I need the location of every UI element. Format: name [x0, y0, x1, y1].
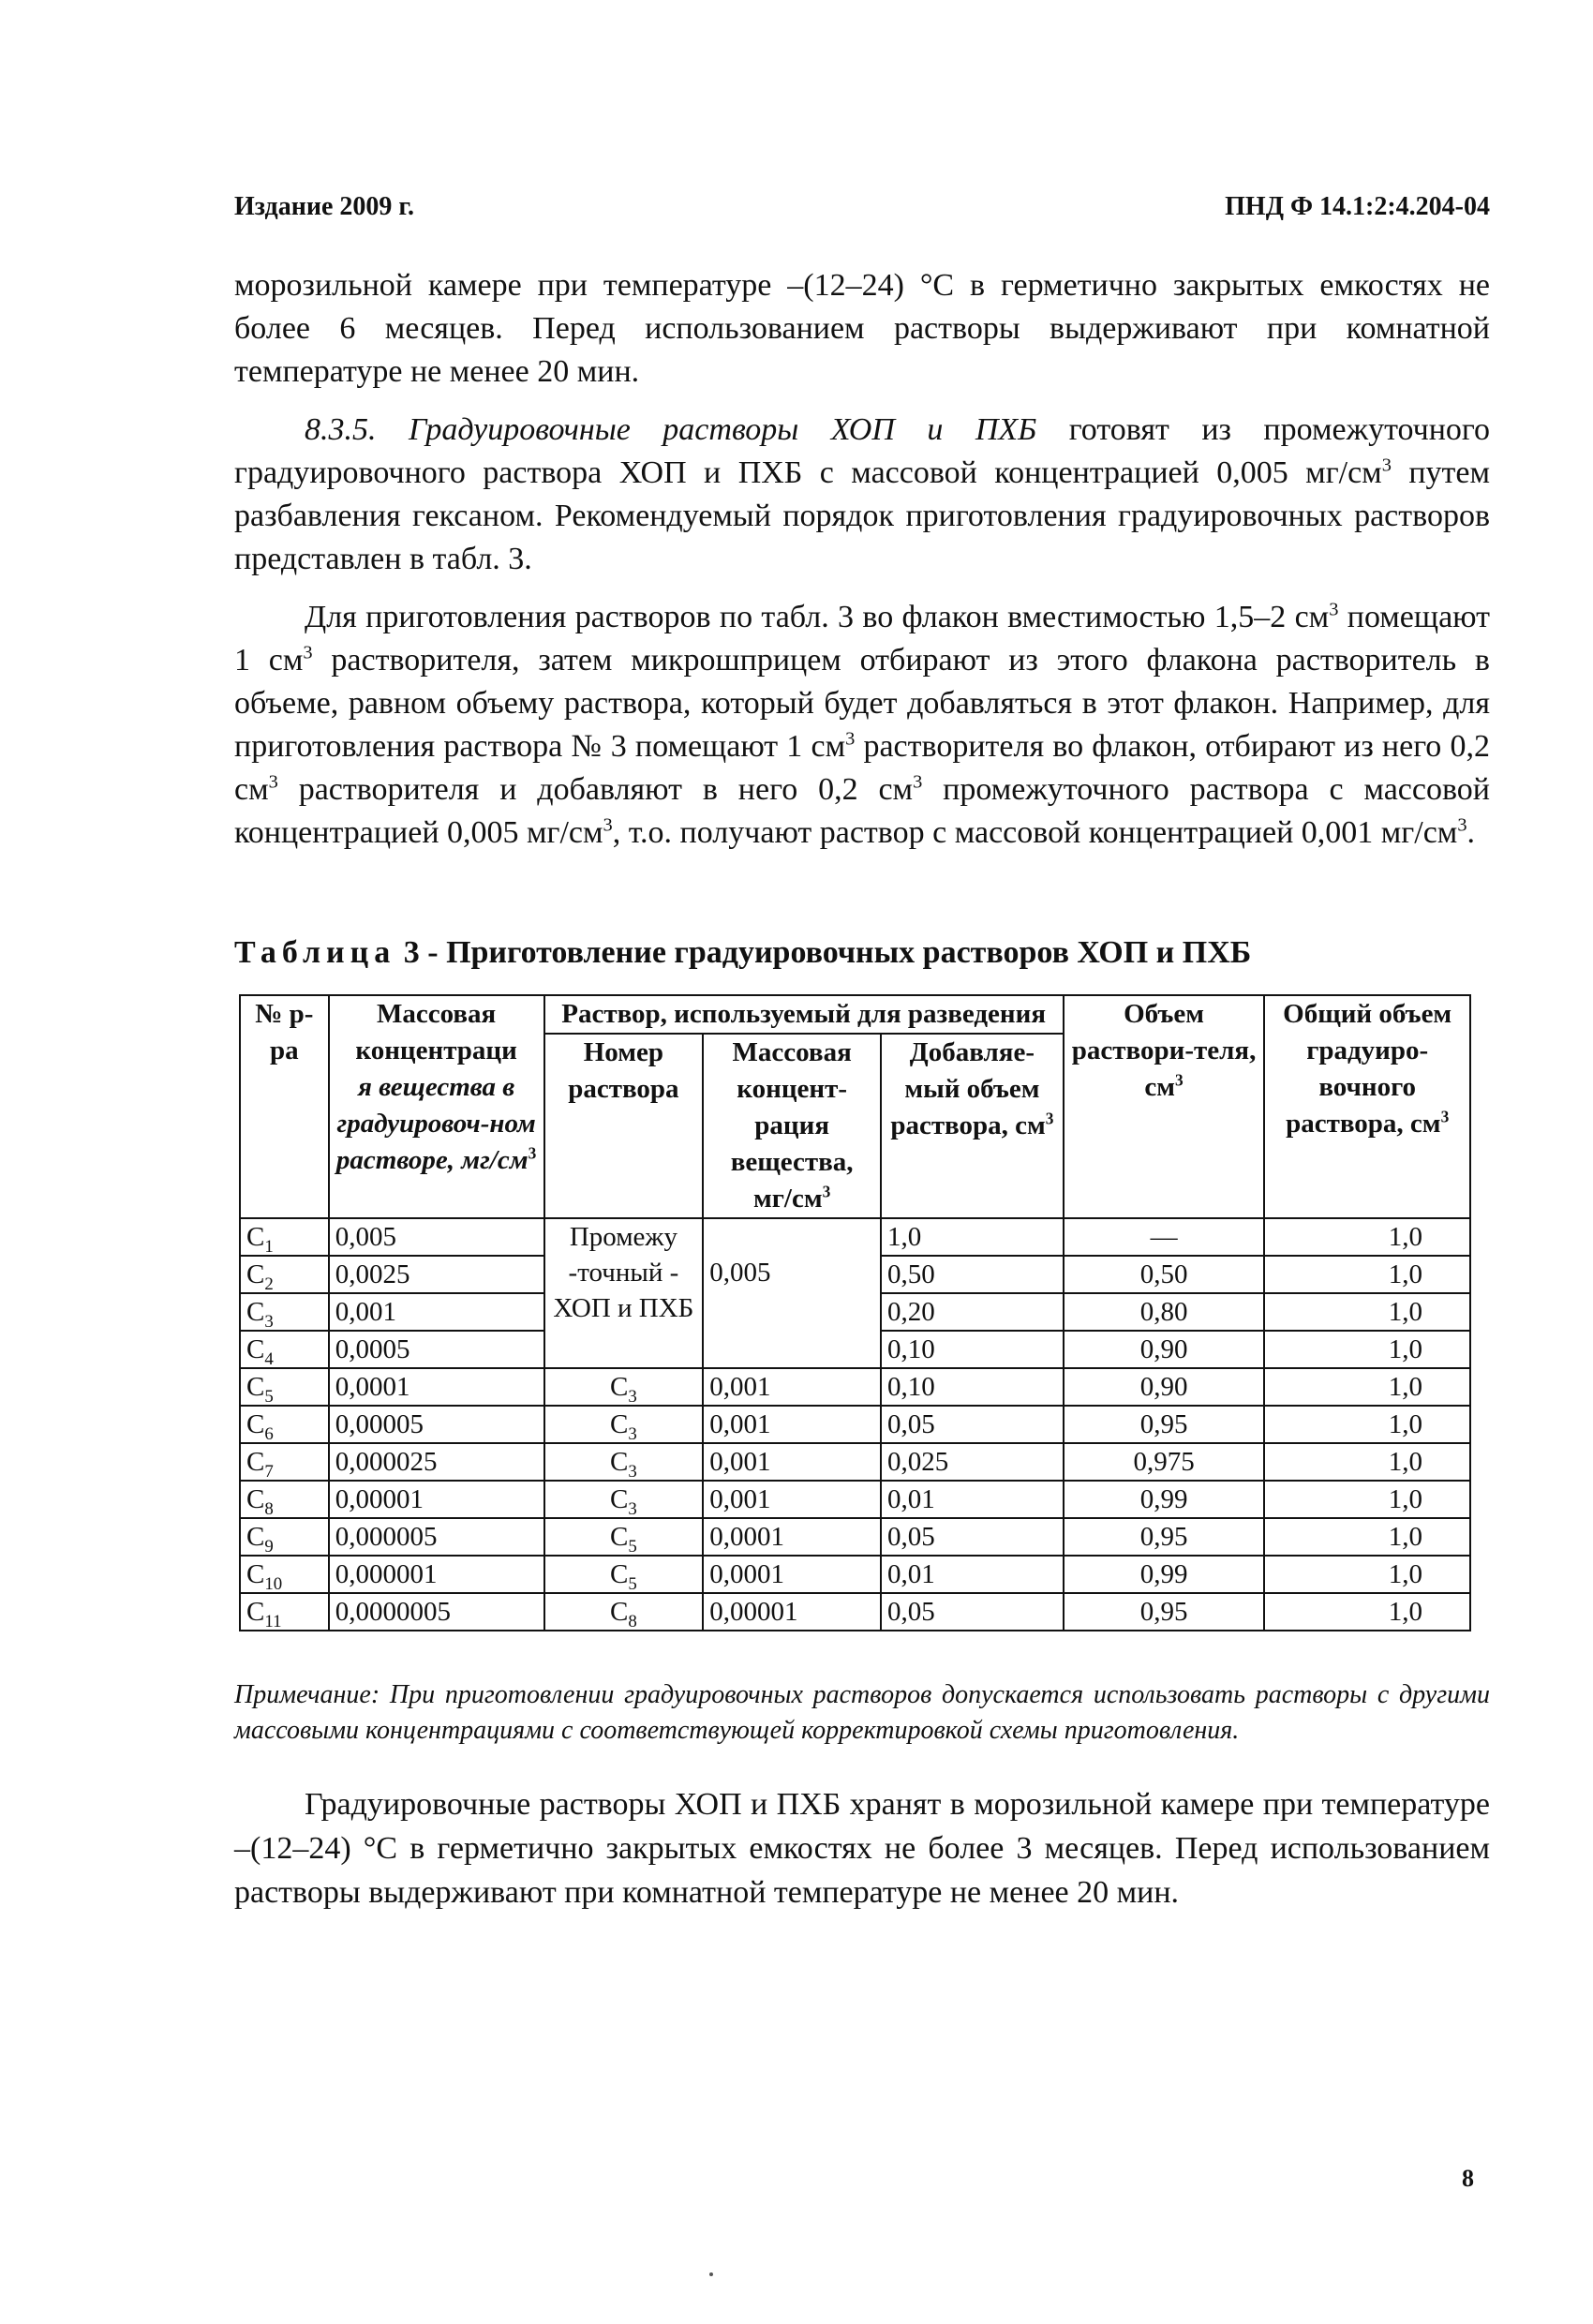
row-solution-sub: 3	[628, 1386, 637, 1407]
row-solution-letter: C	[610, 1559, 629, 1589]
row-added-volume: 0,025	[881, 1443, 1064, 1481]
storage-paragraph: Градуировочные растворы ХОП и ПХБ хранят в морозильной камере при температуре –(12–24) °С в герметично закрытых емкостях не более 3 месяцев. Перед использованием растворы выдерживают при комнатной температуре не менее 20 мин.	[234, 1787, 1490, 1910]
header-mass-concentration-b: я вещества в градуировоч-ном растворе, мг/см	[335, 1072, 536, 1175]
row-id	[240, 1443, 329, 1481]
row-added-volume: 0,05	[881, 1593, 1064, 1631]
row-solvent-volume: 0,90	[1064, 1331, 1265, 1368]
row-id-letter: C	[246, 1297, 265, 1327]
row-concentration: 0,0001	[329, 1368, 544, 1406]
row-total-volume: 1,0	[1264, 1256, 1470, 1293]
header-solvent-volume-text: Объем раствори-теля, см	[1071, 999, 1257, 1102]
row-id-letter: C	[246, 1597, 265, 1627]
intermediate-solution-cell: Промежу -точный - ХОП и ПХБ	[544, 1218, 704, 1368]
row-id-letter: C	[246, 1484, 265, 1514]
row-solution-letter: C	[610, 1522, 629, 1552]
superscript: 3	[268, 771, 278, 793]
superscript: 3	[1329, 599, 1339, 620]
paragraph-3	[234, 596, 1490, 855]
paragraph-3-text-g: , т.о. получают раствор с массовой концентрацией 0,001 мг/см	[612, 815, 1458, 850]
row-added-volume: 0,05	[881, 1406, 1064, 1443]
row-solution-number	[544, 1481, 704, 1518]
document-code: ПНД Ф 14.1:2:4.204-04	[1225, 192, 1490, 221]
row-id-sub: 5	[264, 1386, 274, 1407]
row-id-letter: C	[246, 1522, 265, 1552]
row-solution-concentration: 0,001	[703, 1406, 881, 1443]
paragraph-2-text-a: готовят из промежуточного градуировочного раствора ХОП и ПХБ с массовой концентрацией 0,005 мг/см	[234, 412, 1490, 490]
superscript: 3	[822, 1182, 831, 1201]
superscript: 3	[528, 1143, 537, 1163]
row-solution-letter: C	[610, 1372, 629, 1402]
row-id-sub: 1	[264, 1236, 274, 1257]
header-total-volume	[1264, 995, 1470, 1218]
row-solution-number	[544, 1443, 704, 1481]
row-concentration: 0,0005	[329, 1331, 544, 1368]
row-id	[240, 1331, 329, 1368]
table-caption-title: 3 - Приготовление градуировочных растворов ХОП и ПХБ	[395, 935, 1252, 970]
row-solution-number	[544, 1406, 704, 1443]
paragraph-2-text-b: путем разбавления гексаном. Рекомендуемый порядок приготовления градуировочных растворов представлен в табл. 3.	[234, 455, 1491, 576]
row-id-letter: C	[246, 1372, 265, 1402]
table-row	[240, 1556, 1470, 1593]
row-total-volume: 1,0	[1264, 1218, 1470, 1256]
final-paragraph	[234, 1782, 1490, 1914]
row-id-letter: C	[246, 1222, 265, 1252]
row-solution-concentration: 0,00001	[703, 1593, 881, 1631]
row-solvent-volume: 0,90	[1064, 1368, 1265, 1406]
header-solvent-volume	[1064, 995, 1265, 1218]
row-concentration: 0,000001	[329, 1556, 544, 1593]
row-id-letter: C	[246, 1259, 265, 1289]
row-solution-letter: C	[610, 1597, 629, 1627]
page-number: 8	[1462, 2165, 1474, 2192]
row-solution-sub: 5	[628, 1573, 637, 1594]
row-added-volume: 0,50	[881, 1256, 1064, 1293]
edition-label: Издание 2009 г.	[234, 192, 414, 221]
row-id	[240, 1256, 329, 1293]
row-id-letter: C	[246, 1559, 265, 1589]
superscript: 3	[303, 642, 313, 663]
calibration-table	[239, 994, 1471, 1631]
row-id-sub: 4	[264, 1348, 274, 1369]
table-row	[240, 1481, 1470, 1518]
row-total-volume: 1,0	[1264, 1443, 1470, 1481]
row-id	[240, 1293, 329, 1331]
superscript: 3	[1045, 1109, 1054, 1128]
header-mass-concentration	[329, 995, 544, 1218]
paragraph-3-text-h: .	[1466, 815, 1476, 850]
header-solution-number: Номер раствора	[544, 1034, 704, 1218]
row-concentration: 0,001	[329, 1293, 544, 1331]
row-id	[240, 1593, 329, 1631]
row-total-volume: 1,0	[1264, 1481, 1470, 1518]
page-header	[234, 192, 1490, 230]
row-solvent-volume: 0,99	[1064, 1481, 1265, 1518]
row-solution-number	[544, 1556, 704, 1593]
row-solvent-volume: 0,975	[1064, 1443, 1265, 1481]
table-note: Примечание: При приготовлении градуировочных растворов допускается использовать растворы с другими массовыми концентрациями с соответствующей корректировкой схемы приготовления.	[234, 1680, 1490, 1745]
row-id	[240, 1368, 329, 1406]
row-id	[240, 1481, 329, 1518]
row-id-sub: 9	[264, 1536, 274, 1557]
row-id-sub: 11	[264, 1611, 282, 1631]
row-total-volume: 1,0	[1264, 1406, 1470, 1443]
paragraph-3-text-f: промежуточного раствора с массовой концентрацией 0,005 мг/см	[234, 772, 1491, 850]
row-solvent-volume: 0,95	[1064, 1406, 1265, 1443]
row-total-volume: 1,0	[1264, 1368, 1470, 1406]
table-row	[240, 1218, 1470, 1256]
paragraph-3-text-a: Для приготовления растворов по табл. 3 во флакон вместимостью 1,5–2 см	[305, 600, 1330, 634]
row-solution-concentration: 0,001	[703, 1368, 881, 1406]
scan-speck	[709, 2272, 713, 2276]
row-solvent-volume: 0,50	[1064, 1256, 1265, 1293]
row-concentration: 0,005	[329, 1218, 544, 1256]
row-added-volume: 0,20	[881, 1293, 1064, 1331]
header-added-volume	[881, 1034, 1064, 1218]
row-id	[240, 1218, 329, 1256]
row-id	[240, 1556, 329, 1593]
header-solution-used: Раствор, используемый для разведения	[544, 995, 1064, 1034]
superscript: 3	[913, 771, 923, 793]
table-row	[240, 1368, 1470, 1406]
row-id	[240, 1406, 329, 1443]
row-id-letter: C	[246, 1409, 265, 1439]
row-id-sub: 7	[264, 1461, 274, 1482]
row-solution-number	[544, 1518, 704, 1556]
superscript: 3	[1440, 1107, 1450, 1126]
row-solvent-volume: —	[1064, 1218, 1265, 1256]
row-total-volume: 1,0	[1264, 1518, 1470, 1556]
row-id-sub: 3	[264, 1311, 274, 1332]
row-solution-number	[544, 1593, 704, 1631]
row-solution-number	[544, 1368, 704, 1406]
row-total-volume: 1,0	[1264, 1593, 1470, 1631]
row-id	[240, 1518, 329, 1556]
row-solvent-volume: 0,99	[1064, 1556, 1265, 1593]
paragraph-1: морозильной камере при температуре –(12–24) °С в герметично закрытых емкостях не более 6 месяцев. Перед использованием растворы выдерживают при комнатной температуре не менее 20 мин.	[234, 268, 1490, 389]
row-solution-sub: 3	[628, 1461, 637, 1482]
table-row	[240, 1443, 1470, 1481]
row-solution-concentration: 0,0001	[703, 1518, 881, 1556]
superscript: 3	[1457, 814, 1467, 836]
table-row	[240, 1406, 1470, 1443]
row-solution-sub: 3	[628, 1423, 637, 1444]
row-concentration: 0,00001	[329, 1481, 544, 1518]
paragraph-3-text-e: растворителя и добавляют в него 0,2 см	[277, 772, 914, 807]
header-solution-concentration	[703, 1034, 881, 1218]
row-total-volume: 1,0	[1264, 1293, 1470, 1331]
row-id-sub: 10	[264, 1573, 283, 1594]
header-number: № р-ра	[240, 995, 329, 1218]
superscript: 3	[845, 728, 856, 750]
table-row	[240, 1593, 1470, 1631]
row-total-volume: 1,0	[1264, 1331, 1470, 1368]
row-solution-letter: C	[610, 1484, 629, 1514]
header-mass-concentration-a: Массовая концентраци	[355, 999, 517, 1065]
row-concentration: 0,000005	[329, 1518, 544, 1556]
row-added-volume: 0,01	[881, 1481, 1064, 1518]
row-concentration: 0,000025	[329, 1443, 544, 1481]
row-solution-sub: 3	[628, 1498, 637, 1519]
intermediate-concentration-cell: 0,005	[703, 1218, 881, 1368]
section-heading: 8.3.5. Градуировочные растворы ХОП и ПХБ	[305, 412, 1037, 447]
body-text	[234, 264, 1490, 855]
row-concentration: 0,0000005	[329, 1593, 544, 1631]
header-total-volume-text: Общий объем градуиро-вочного раствора, см	[1283, 999, 1452, 1139]
row-concentration: 0,0025	[329, 1256, 544, 1293]
row-id-sub: 6	[264, 1423, 274, 1444]
row-solution-concentration: 0,001	[703, 1481, 881, 1518]
row-solvent-volume: 0,80	[1064, 1293, 1265, 1331]
header-solution-concentration-text: Массовая концент-рация вещества, мг/см	[730, 1037, 854, 1214]
row-added-volume: 0,05	[881, 1518, 1064, 1556]
row-id-letter: C	[246, 1334, 265, 1364]
header-added-volume-text: Добавляе-мый объем раствора, см	[890, 1037, 1046, 1140]
row-solvent-volume: 0,95	[1064, 1593, 1265, 1631]
paragraph-3-text-d: растворителя во флакон, отбирают из него 0,2 см	[234, 729, 1490, 807]
row-added-volume: 0,10	[881, 1331, 1064, 1368]
table-caption-label: Таблица	[234, 935, 396, 970]
row-id-letter: C	[246, 1447, 265, 1477]
row-solution-concentration: 0,0001	[703, 1556, 881, 1593]
row-solution-concentration: 0,001	[703, 1443, 881, 1481]
row-solution-letter: C	[610, 1447, 629, 1477]
superscript: 3	[603, 814, 613, 836]
row-added-volume: 0,10	[881, 1368, 1064, 1406]
paragraph-3-text-b: помещают 1 см	[234, 600, 1490, 678]
row-id-sub: 8	[264, 1498, 274, 1519]
table-caption	[234, 935, 1490, 971]
row-solution-sub: 8	[628, 1611, 637, 1631]
row-solution-sub: 5	[628, 1536, 637, 1557]
paragraph-3-text-c: растворителя, затем микрошприцем отбирают из этого флакона растворитель в объеме, равном объему раствора, который будет добавляться в этот флакон. Например, для приготовления раствора № 3 помещают 1 см	[234, 643, 1490, 764]
row-total-volume: 1,0	[1264, 1556, 1470, 1593]
paragraph-2	[234, 409, 1490, 581]
row-solution-letter: C	[610, 1409, 629, 1439]
row-id-sub: 2	[264, 1274, 274, 1294]
table-row	[240, 1518, 1470, 1556]
row-solvent-volume: 0,95	[1064, 1518, 1265, 1556]
row-added-volume: 1,0	[881, 1218, 1064, 1256]
row-added-volume: 0,01	[881, 1556, 1064, 1593]
row-concentration: 0,00005	[329, 1406, 544, 1443]
superscript: 3	[1175, 1070, 1184, 1090]
superscript: 3	[1381, 454, 1392, 476]
